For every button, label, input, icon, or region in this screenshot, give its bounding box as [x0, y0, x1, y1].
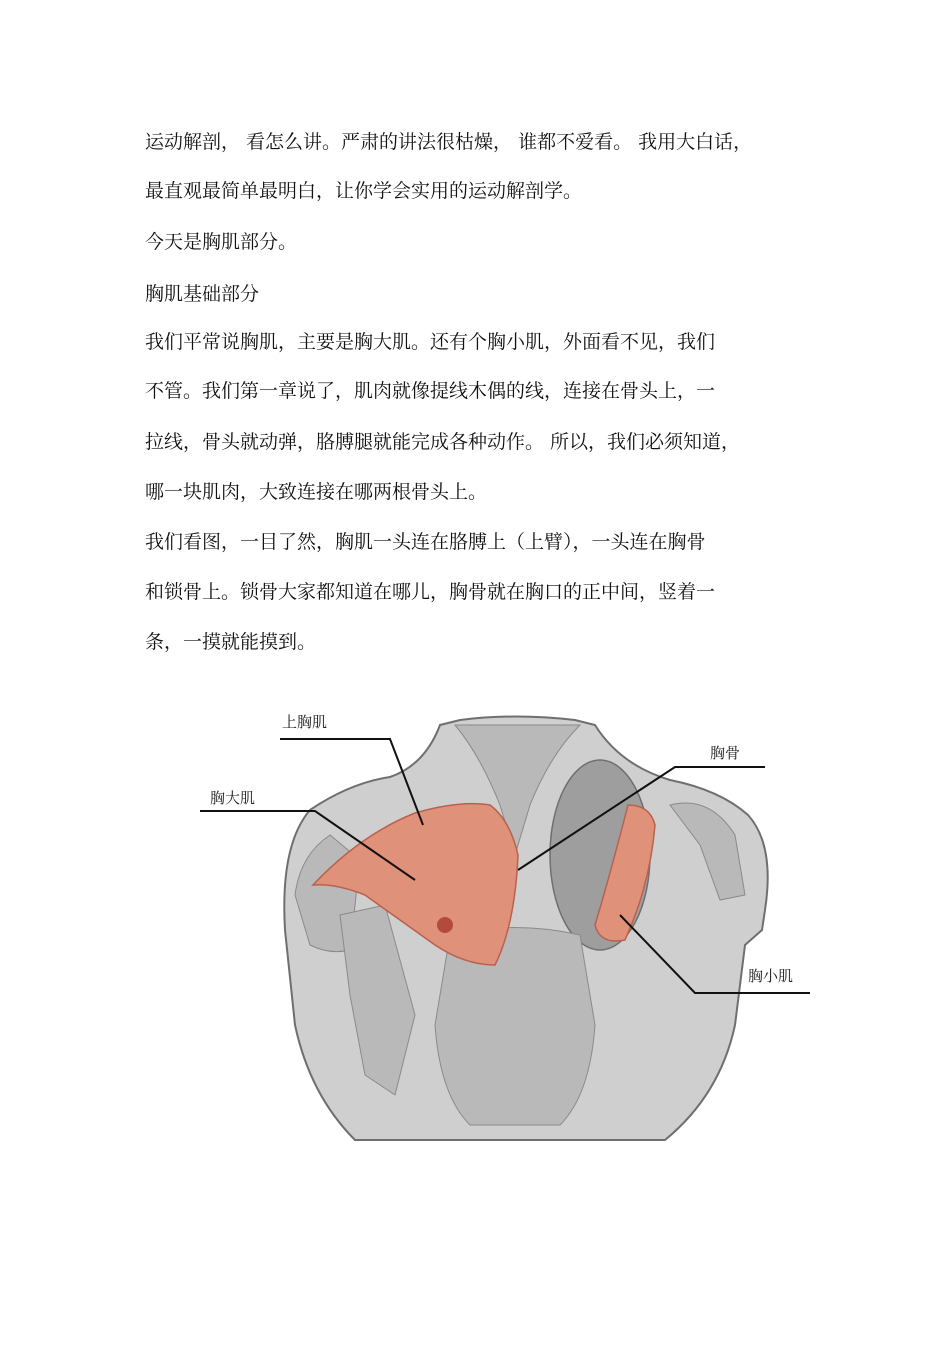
- nipple: [437, 917, 453, 933]
- label-upper-chest: 上胸肌: [282, 713, 328, 731]
- paragraph-line-7: 拉线，骨头就动弹，胳膊腿就能完成各种动作。 所以，我们必须知道，: [145, 431, 741, 453]
- paragraph-line-1: 运动解剖， 看怎么讲。严肃的讲法很枯燥， 谁都不爱看。 我用大白话，: [145, 131, 753, 153]
- paragraph-line-3: 今天是胸肌部分。: [145, 231, 298, 253]
- label-pec-major: 胸大肌: [210, 789, 256, 807]
- paragraph-line-2: 最直观最简单最明白，让你学会实用的运动解剖学。: [145, 180, 583, 202]
- section-heading: 胸肌基础部分: [145, 283, 260, 305]
- label-pec-minor: 胸小肌: [748, 967, 794, 985]
- paragraph-line-6: 不管。我们第一章说了，肌肉就像提线木偶的线，连接在骨头上，一: [145, 380, 716, 402]
- paragraph-line-8: 哪一块肌肉，大致连接在哪两根骨头上。: [145, 481, 488, 503]
- paragraph-line-5: 我们平常说胸肌，主要是胸大肌。还有个胸小肌，外面看不见，我们: [145, 331, 716, 353]
- paragraph-line-9: 我们看图，一目了然，胸肌一头连在胳膊上（上臂），一头连在胸骨: [145, 531, 706, 553]
- chest-anatomy-figure: [200, 695, 830, 1150]
- paragraph-line-11: 条，一摸就能摸到。: [145, 631, 317, 653]
- label-sternum: 胸骨: [710, 744, 741, 762]
- chest-anatomy-illustration: [200, 695, 830, 1150]
- paragraph-line-10: 和锁骨上。锁骨大家都知道在哪儿，胸骨就在胸口的正中间，竖着一: [145, 581, 716, 603]
